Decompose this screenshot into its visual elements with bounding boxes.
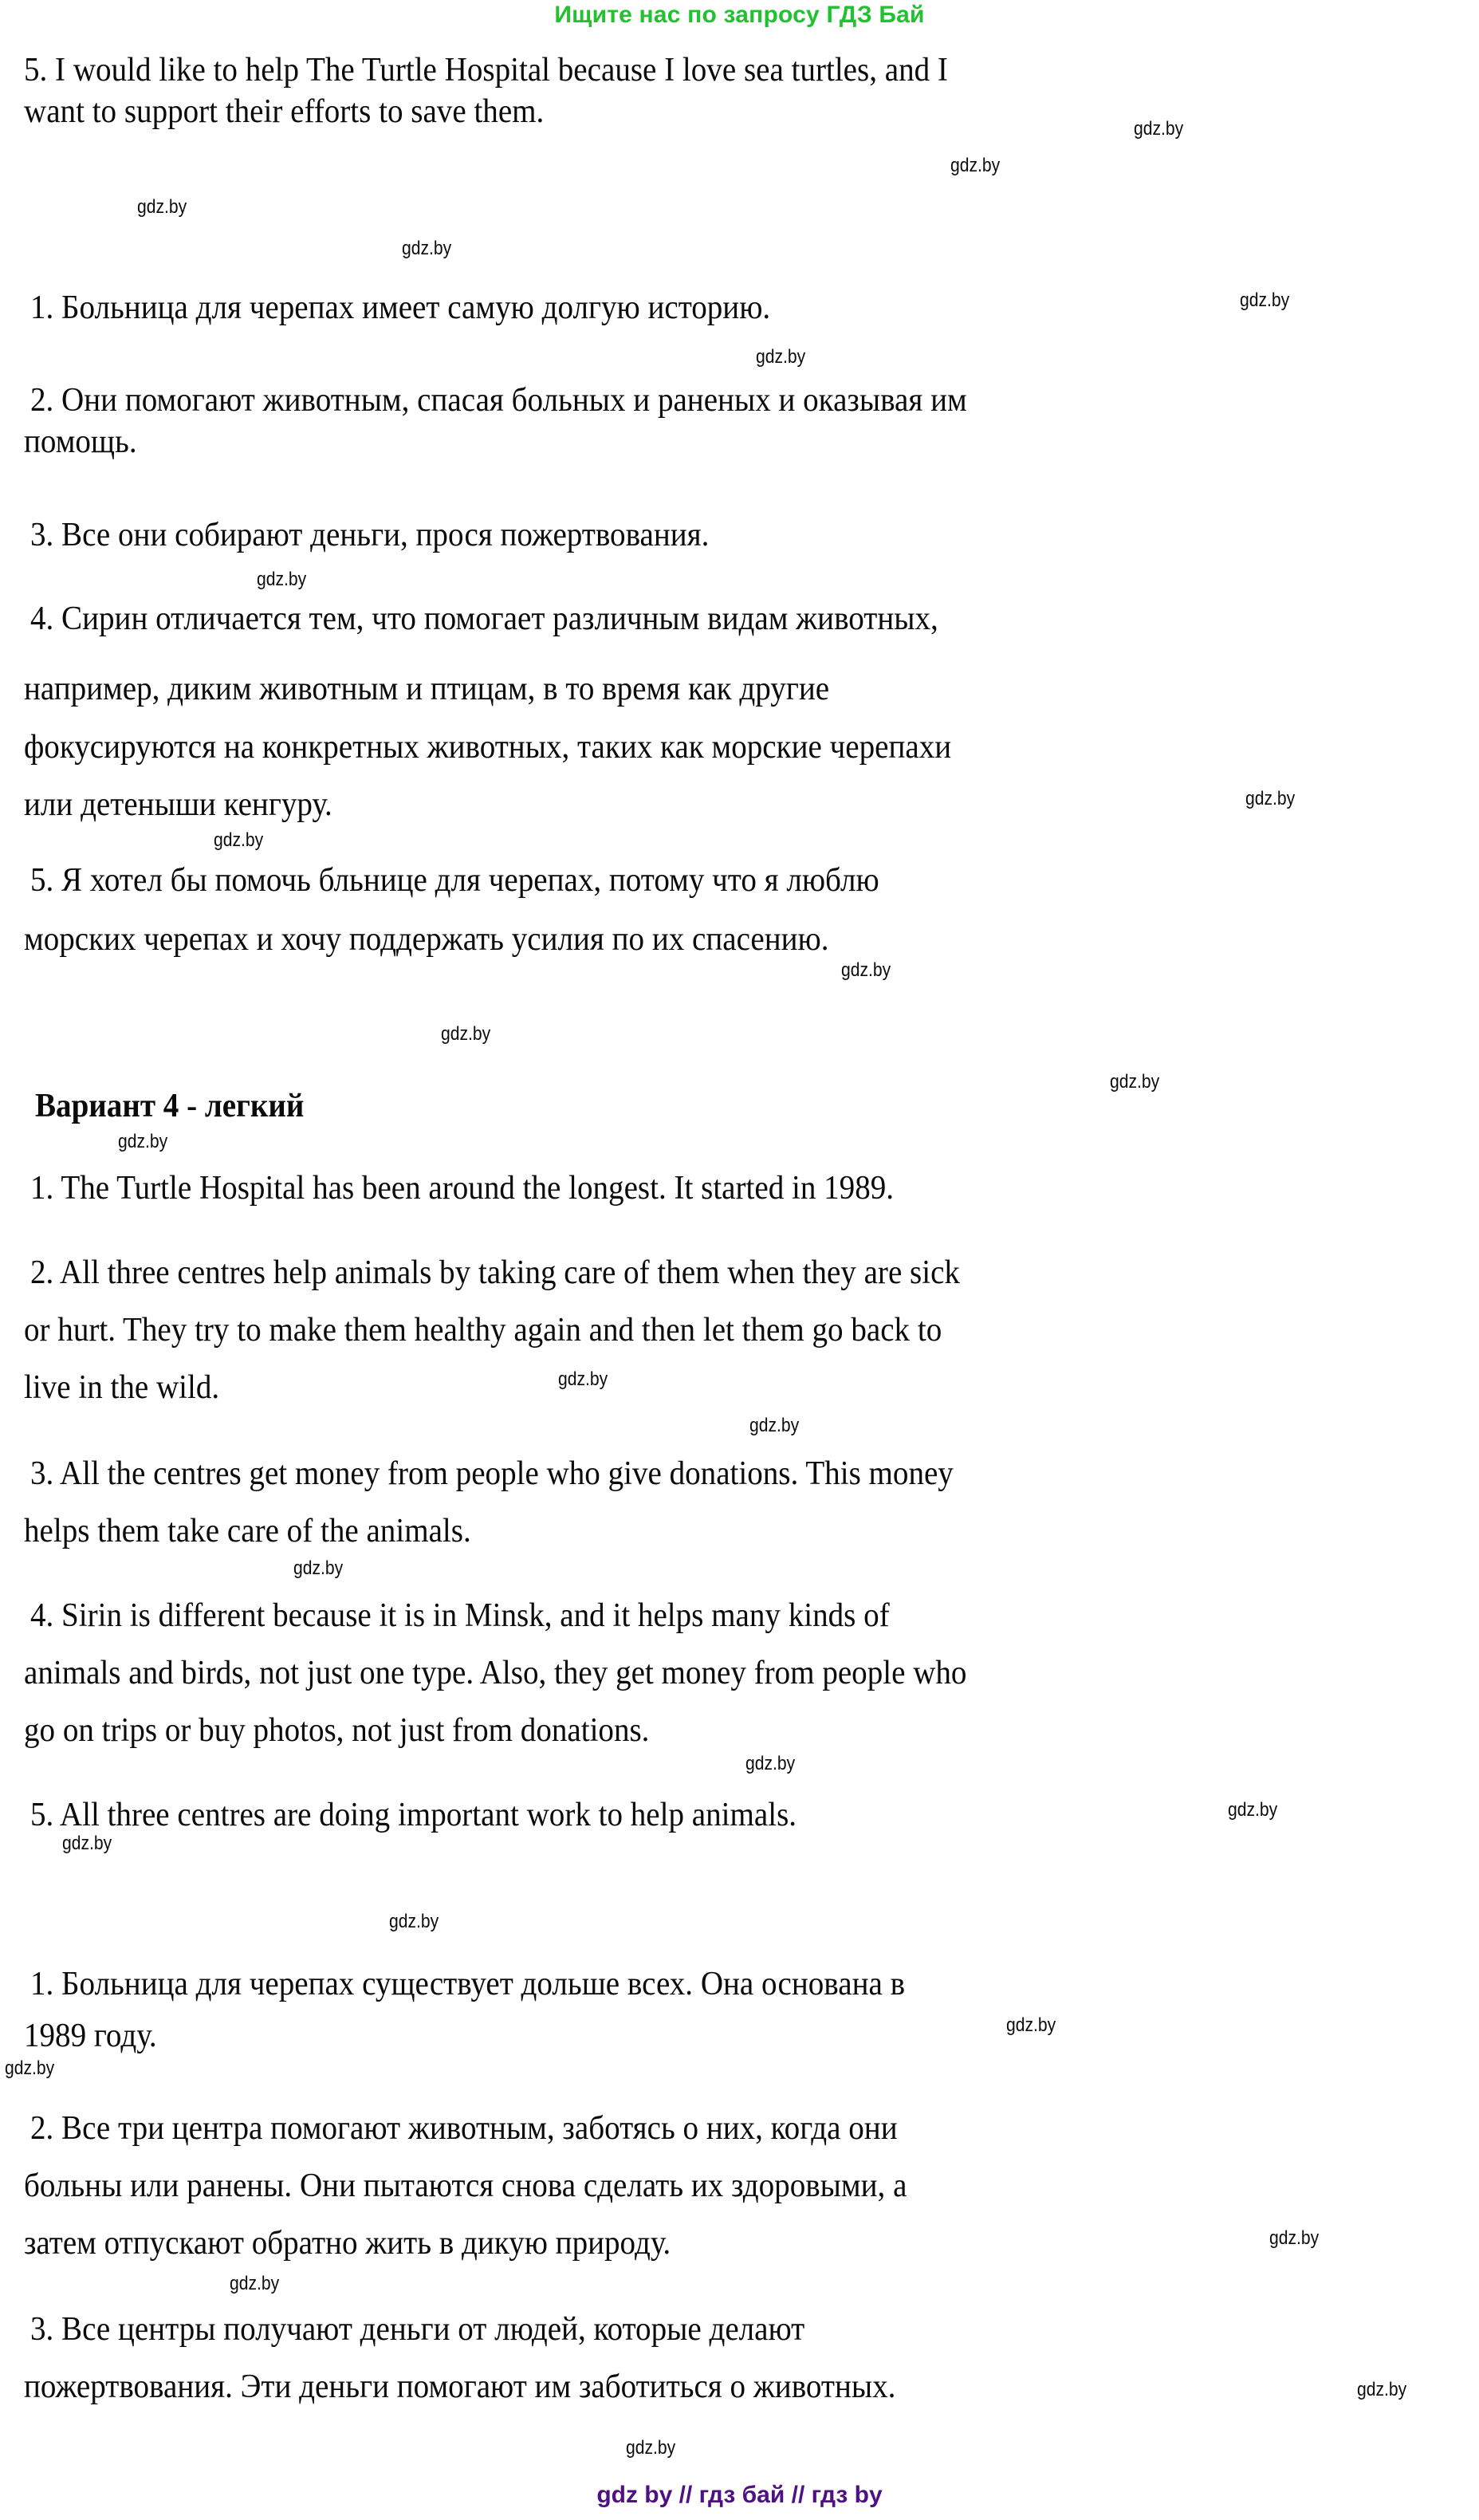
watermark-gdz: gdz.by [118,1131,168,1152]
russian1-item-4-line-1: 4. Сирин отличается тем, что помогает различным видам животных, [30,600,938,637]
russian2-item-1-line-2: 1989 году. [24,2018,157,2054]
watermark-gdz: gdz.by [1006,2014,1056,2036]
watermark-gdz: gdz.by [230,2273,280,2294]
russian1-item-2-line-2: помощь. [24,423,137,460]
russian1-item-4-line-2: например, диким животным и птицам, в то время как другие [24,671,830,707]
watermark-gdz: gdz.by [756,346,806,368]
watermark-gdz: gdz.by [137,196,187,218]
russian2-item-1-line-1: 1. Больница для черепах существует дольше всех. Она основана в [30,1966,906,2002]
russian1-item-2-line-1: 2. Они помогают животным, спасая больных и раненых и оказывая им [30,382,967,419]
watermark-gdz: gdz.by [1245,788,1296,809]
watermark-gdz: gdz.by [558,1368,608,1390]
watermark-gdz: gdz.by [1240,289,1290,311]
watermark-gdz: gdz.by [441,1023,491,1045]
variant-heading: Вариант 4 - легкий [35,1088,305,1124]
watermark-gdz: gdz.by [1357,2379,1407,2400]
watermark-gdz: gdz.by [62,1833,112,1854]
watermark-gdz: gdz.by [841,959,891,981]
english-answer-5-line-1: 5. I would like to help The Turtle Hospital because I love sea turtles, and I [24,52,948,89]
russian1-item-4-line-3: фокусируются на конкретных животных, таких как морские черепахи [24,729,952,766]
watermark-gdz: gdz.by [1269,2227,1320,2249]
russian2-item-3-line-2: пожертвования. Эти деньги помогают им заботиться о животных. [24,2368,896,2405]
english-item-4-line-3: go on trips or buy photos, not just from donations. [24,1712,650,1749]
watermark-gdz: gdz.by [950,155,1001,176]
watermark-gdz: gdz.by [749,1415,800,1436]
russian1-item-3: 3. Все они собирают деньги, прося пожертвования. [30,517,710,553]
russian1-item-4-line-4: или детеныши кенгуру. [24,786,332,823]
site-brand-footer: gdz by // гдз бай // гдз by [596,2482,883,2508]
watermark-gdz: gdz.by [257,569,307,590]
english-answer-5-line-2: want to support their efforts to save them. [24,93,545,130]
english-item-2-line-1: 2. All three centres help animals by taking care of them when they are sick [30,1254,960,1291]
watermark-gdz: gdz.by [389,1911,439,1932]
english-item-3-line-2: helps them take care of the animals. [24,1513,471,1549]
russian1-item-5-line-1: 5. Я хотел бы помочь бльнице для черепах, потому что я люблю [30,862,879,899]
russian2-item-3-line-1: 3. Все центры получают деньги от людей, которые делают [30,2311,805,2348]
russian2-item-2-line-1: 2. Все три центра помогают животным, заботясь о них, когда они [30,2110,898,2147]
english-item-1: 1. The Turtle Hospital has been around the longest. It started in 1989. [30,1170,895,1207]
watermark-gdz: gdz.by [1228,1799,1278,1821]
russian1-item-1: 1. Больница для черепах имеет самую долгую историю. [30,289,771,326]
watermark-gdz: gdz.by [293,1557,344,1579]
watermark-gdz: gdz.by [1134,118,1184,140]
site-brand-header: Ищите нас по запросу ГДЗ Бай [554,2,925,28]
watermark-gdz: gdz.by [626,2437,676,2459]
russian2-item-2-line-3: затем отпускают обратно жить в дикую природу. [24,2225,671,2262]
watermark-gdz: gdz.by [402,238,452,259]
watermark-gdz: gdz.by [214,829,264,851]
english-item-4-line-2: animals and birds, not just one type. Also, they get money from people who [24,1655,967,1691]
english-item-3-line-1: 3. All the centres get money from people who give donations. This money [30,1455,954,1492]
english-item-4-line-1: 4. Sirin is different because it is in Minsk, and it helps many kinds of [30,1597,890,1634]
english-item-2-line-3: live in the wild. [24,1369,220,1406]
russian2-item-2-line-2: больны или ранены. Они пытаются снова сделать их здоровыми, а [24,2168,907,2204]
russian1-item-5-line-2: морских черепах и хочу поддержать усилия по их спасению. [24,921,829,958]
english-item-5: 5. All three centres are doing important work to help animals. [30,1797,797,1833]
watermark-gdz: gdz.by [1110,1071,1160,1093]
watermark-gdz: gdz.by [5,2057,55,2079]
english-item-2-line-2: or hurt. They try to make them healthy again and then let them go back to [24,1312,942,1349]
watermark-gdz: gdz.by [745,1753,796,1774]
